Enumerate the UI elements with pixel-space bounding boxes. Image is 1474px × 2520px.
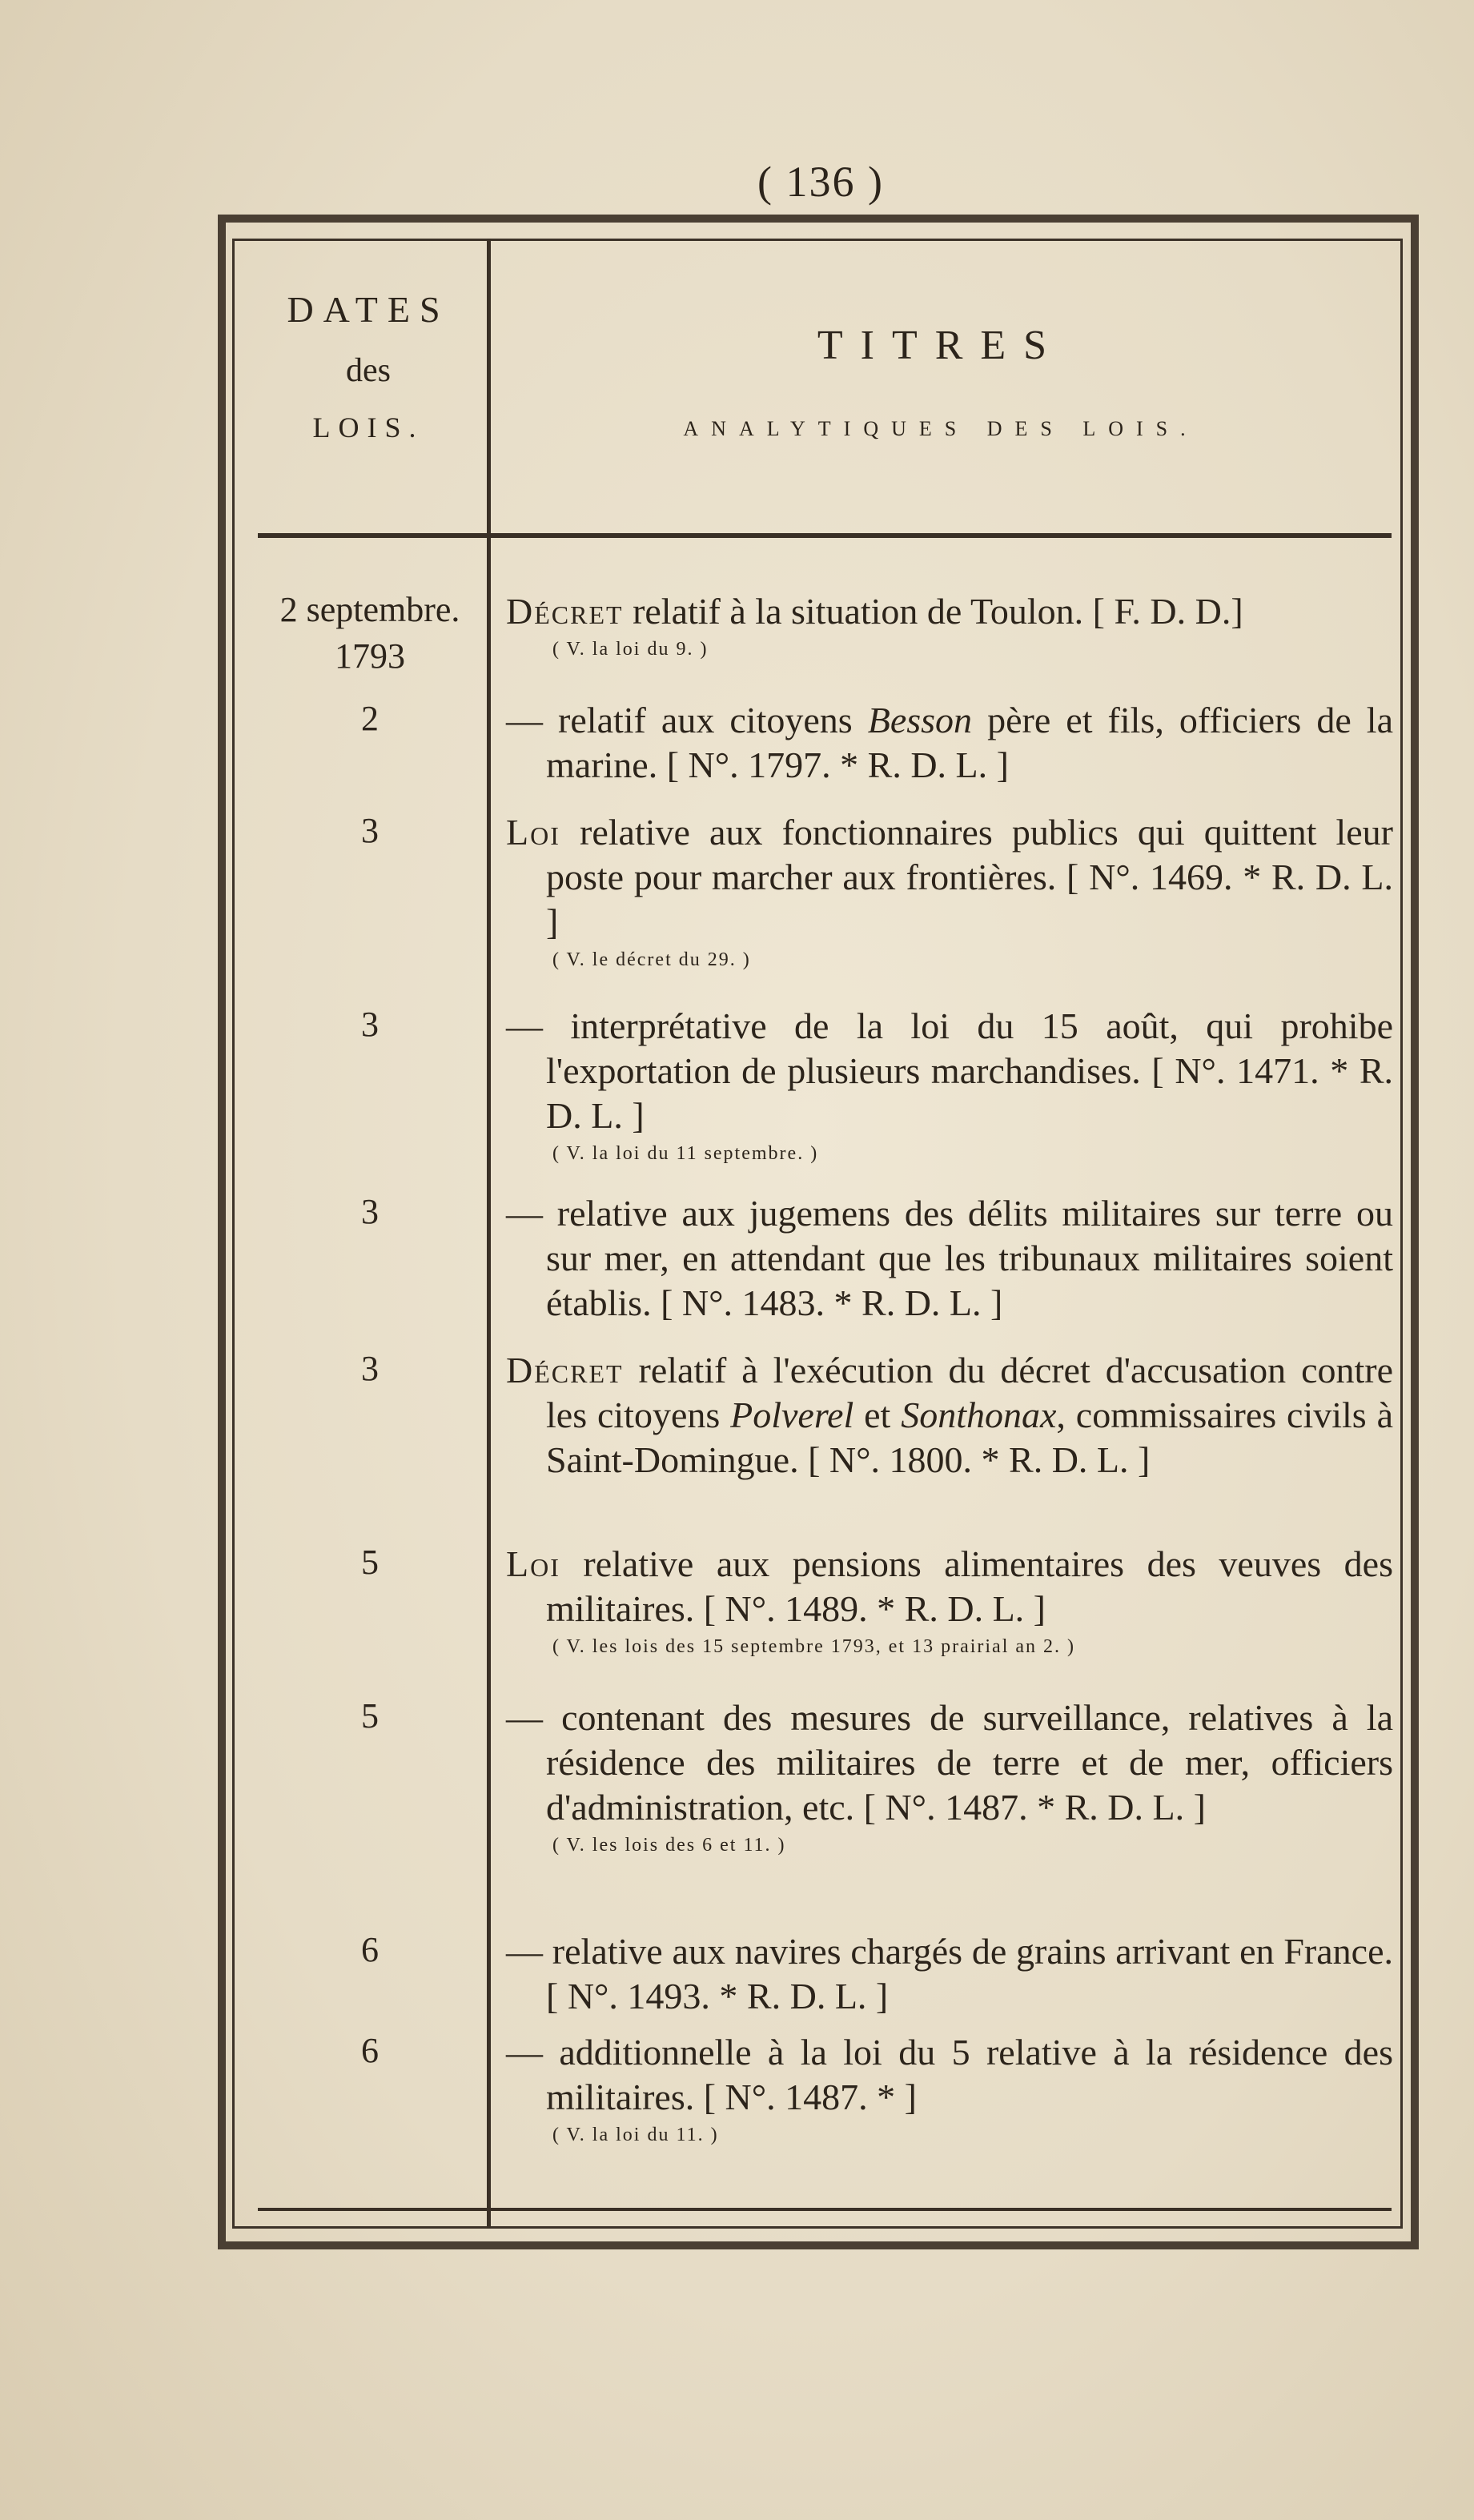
entry-text: — relative aux jugemens des délits militaires sur terre ou sur mer, en attendant que les tribunaux militaires soient établis. [ N°. 1483. * R. D. L. ] <box>506 1193 1393 1323</box>
entry-note: ( V. la loi du 11. ) <box>552 2125 719 2145</box>
entry-note: ( V. les lois des 6 et 11. ) <box>552 1835 786 1856</box>
entry-lead: Loi <box>506 812 560 853</box>
law-entry <box>361 698 1393 788</box>
entry-note: ( V. la loi du 11 septembre. ) <box>552 1143 819 1164</box>
law-entry <box>361 1004 1393 1167</box>
page-number: ( 136 ) <box>757 158 884 206</box>
entry-date: 2 <box>361 699 379 738</box>
entry-person-name: Sonthonax <box>901 1394 1057 1435</box>
entry-text: — additionnelle à la loi du 5 relative à la résidence des militaires. [ N°. 1487. * ] <box>506 2032 1393 2117</box>
entry-note: ( V. le décret du 29. ) <box>552 949 751 970</box>
entry-body-end: , commissaires civils à Saint-Domingue. [ N°. 1800. * R. D. L. ] <box>546 1394 1393 1480</box>
law-entry <box>361 1191 1393 1326</box>
law-entry <box>361 2030 1393 2149</box>
entry-text <box>506 698 1393 788</box>
entry-body: relatif à la situation de Toulon. [ F. D. D.] <box>623 591 1243 632</box>
dates-lois-heading: LOIS. <box>312 411 424 443</box>
entry-lead: Loi <box>506 1543 560 1584</box>
entry-date: 5 <box>361 1696 379 1736</box>
entry-body-start: — relatif aux citoyens <box>506 700 868 740</box>
dates-heading: DATES <box>287 289 450 330</box>
entry-date: 2 septembre. <box>279 590 460 629</box>
law-entry <box>361 1929 1393 2019</box>
entry-text <box>506 589 1393 634</box>
entry-text: — relative aux navires chargés de grains arrivant en France. [ N°. 1493. * R. D. L. ] <box>506 1931 1393 2016</box>
entry-body-end: père et fils, officiers de la marine. [ N°. 1797. * R. D. L. ] <box>546 700 1393 785</box>
entry-text: — contenant des mesures de surveillance, relatives à la résidence des militaires de terre et de mer, officiers d'administration, etc. [ N°. 1487. * R. D. L. ] <box>506 1697 1393 1828</box>
entry-date: 3 <box>361 1005 379 1044</box>
law-entry <box>361 1542 1393 1660</box>
entry-text <box>506 810 1393 945</box>
dates-subheading: des <box>346 352 391 389</box>
entry-text <box>506 1348 1393 1483</box>
law-entry <box>361 810 1393 973</box>
entry-date: 5 <box>361 1543 379 1582</box>
entry-date: 6 <box>361 2031 379 2070</box>
entry-body: relative aux pensions alimentaires des veuves des militaires. [ N°. 1489. * R. D. L. ] <box>546 1543 1393 1629</box>
entry-body-mid: et <box>853 1394 902 1435</box>
bottom-rule <box>258 2208 1392 2211</box>
entry-date: 3 <box>361 811 379 850</box>
entry-person-name: Polverel <box>730 1394 854 1435</box>
entry-text <box>506 1542 1393 1631</box>
entry-text: — interprétative de la loi du 15 août, qui prohibe l'exportation de plusieurs marchandises. [ N°. 1471. * R. D. L. ] <box>506 1005 1393 1136</box>
law-entry <box>361 1695 1393 1859</box>
entry-body: relative aux fonctionnaires publics qui quittent leur poste pour marcher aux frontières. [ N°. 1469. * R. D. L. ] <box>546 812 1393 942</box>
header-rule <box>258 533 1392 538</box>
entry-date: 6 <box>361 1930 379 1969</box>
entry-person-name: Besson <box>867 700 973 740</box>
column-header-dates <box>248 288 488 444</box>
law-entry <box>279 589 1393 676</box>
entry-note: ( V. la loi du 9. ) <box>552 639 709 660</box>
titres-heading: TITRES <box>817 323 1065 368</box>
law-entry <box>361 1348 1393 1483</box>
entry-lead: Décret <box>506 1350 624 1390</box>
entry-year: 1793 <box>335 636 405 676</box>
entry-date: 3 <box>361 1192 379 1231</box>
column-header-titres <box>492 322 1389 441</box>
entry-date: 3 <box>361 1349 379 1388</box>
entry-lead: Décret <box>506 591 624 632</box>
entry-note: ( V. les lois des 15 septembre 1793, et 13 prairial an 2. ) <box>552 1636 1076 1657</box>
entry-body-start: relatif à l'exécution du décret d'accusation contre les citoyens <box>546 1350 1393 1435</box>
titres-subheading: ANALYTIQUES DES LOIS. <box>683 417 1199 440</box>
